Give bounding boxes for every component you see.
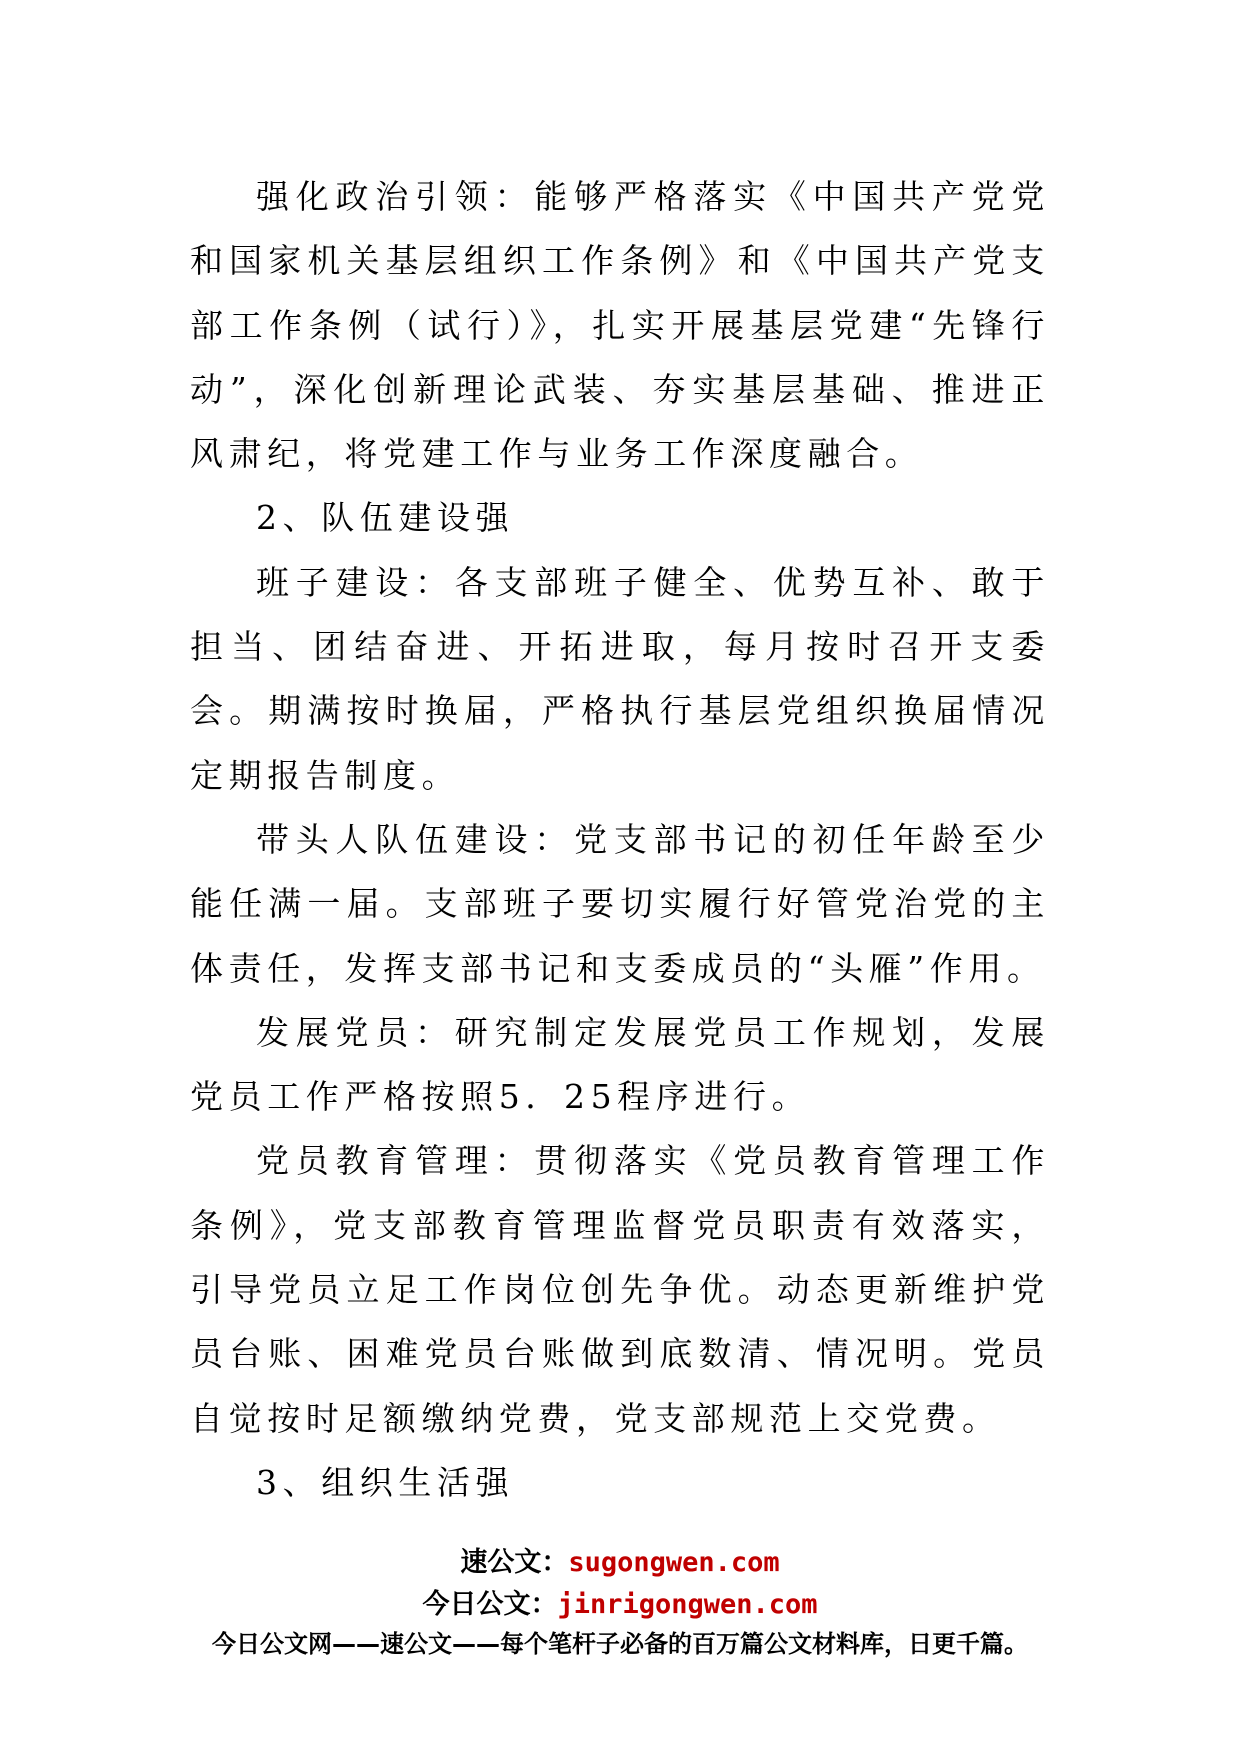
footer-slogan-text: 今日公文网——速公文——每个笔杆子必备的百万篇公文材料库，日更千篇。 (212, 1630, 1028, 1658)
footer-jinrigongwen (0, 1582, 1240, 1621)
footer-sugongwen (0, 1540, 1240, 1579)
heading-team-building: 2、队伍建设强 (256, 498, 515, 538)
heading-organizational-life: 3、组织生活强 (256, 1462, 515, 1502)
footer-jinrigongwen-link[interactable]: jinrigongwen.com (557, 1589, 818, 1620)
footer-jinrigongwen-label: 今日公文： (422, 1589, 558, 1620)
paragraph-member-development: 发展党员：研究制定发展党员工作规划，发展党员工作严格按照5．25程序进行。 (190, 1012, 1050, 1117)
footer-slogan (0, 1624, 1240, 1659)
document-body (190, 165, 1050, 1515)
paragraph-member-education: 党员教育管理：贯彻落实《党员教育管理工作条例》，党支部教育管理监督党员职责有效落实，引导党员立足工作岗位创先争优。动态更新维护党员台账、困难党员台账做到底数清、情况明。党员自觉按时足额缴纳党费，党支部规范上交党费。 (190, 1141, 1050, 1438)
footer-sugongwen-link[interactable]: sugongwen.com (568, 1547, 780, 1578)
paragraph-leader-team-building: 带头人队伍建设：党支部书记的初任年龄至少能任满一届。支部班子要切实履行好管党治党的主体责任，发挥支部书记和支委成员的“头雁”作用。 (190, 819, 1050, 988)
paragraph-political-leadership: 强化政治引领：能够严格落实《中国共产党党和国家机关基层组织工作条例》和《中国共产党支部工作条例（试行）》，扎实开展基层党建“先锋行动”，深化创新理论武装、夯实基层基础、推进正风肃纪，将党建工作与业务工作深度融合。 (190, 177, 1050, 474)
paragraph-leadership-team: 班子建设：各支部班子健全、优势互补、敢于担当、团结奋进、开拓进取，每月按时召开支委会。期满按时换届，严格执行基层党组织换届情况定期报告制度。 (190, 562, 1050, 795)
footer-sugongwen-label: 速公文： (460, 1547, 569, 1578)
